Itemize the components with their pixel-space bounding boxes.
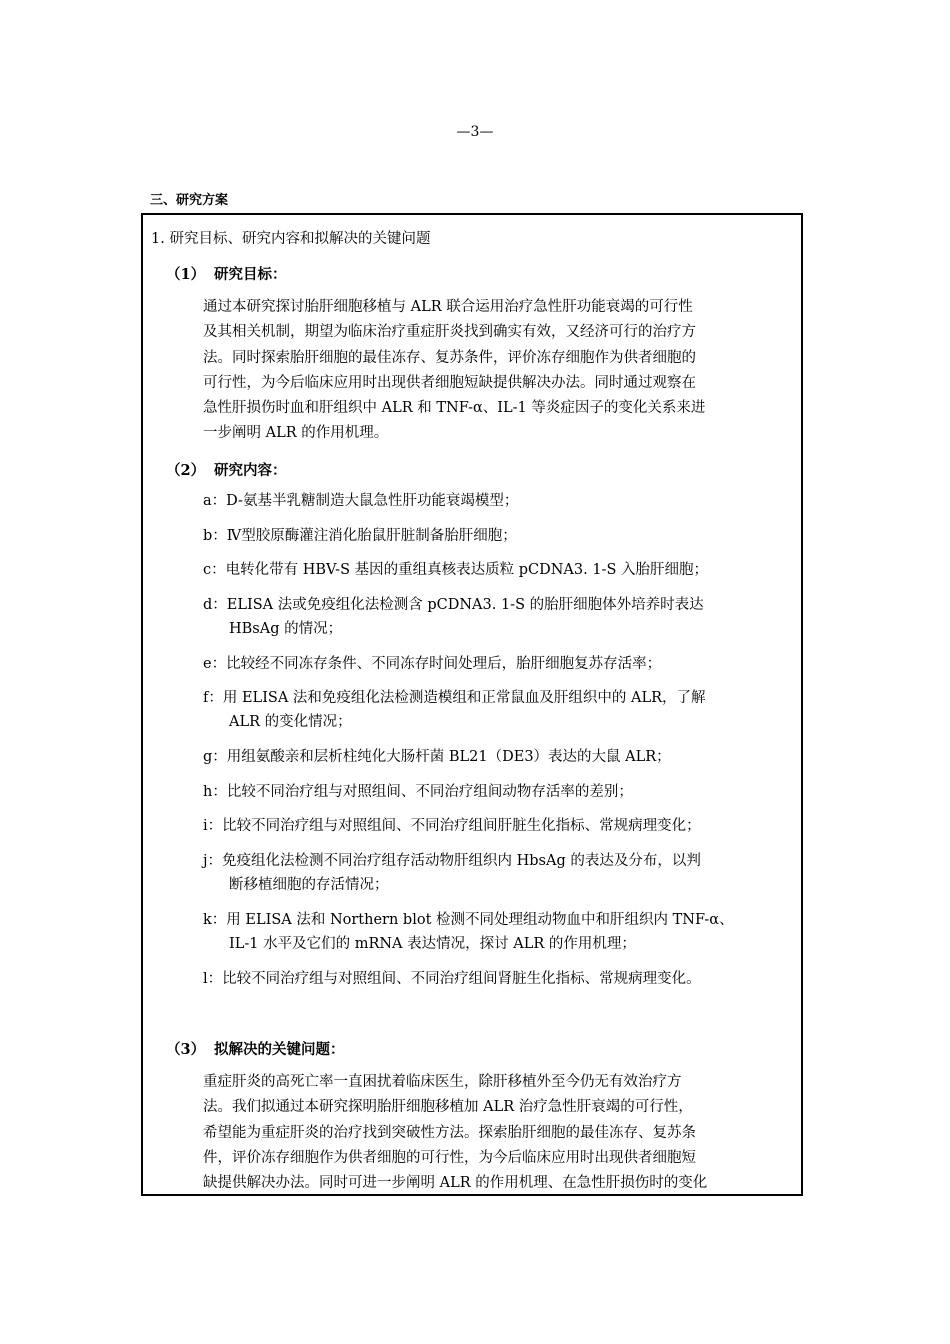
research-plan-box	[141, 213, 803, 1196]
paragraph-line: 希望能为重症肝炎的治疗找到突破性方法。探索胎肝细胞的最佳冻存、复苏条	[203, 1124, 696, 1141]
research-goal-heading	[166, 263, 287, 284]
item-line: a：D-氨基半乳糖制造大鼠急性肝功能衰竭模型；	[203, 493, 519, 509]
heading-label: 研究目标：	[214, 266, 287, 283]
section-heading: 三、研究方案	[150, 193, 229, 208]
paragraph-line: 通过本研究探讨胎肝细胞移植与 ALR 联合运用治疗急性肝功能衰竭的可行性	[203, 299, 693, 315]
content-item-e	[203, 652, 773, 676]
research-content-heading	[166, 459, 287, 480]
content-item-i	[203, 814, 773, 838]
item-line: d：ELISA 法或免疫组化法检测含 pCDNA3. 1-S 的胎肝细胞体外培养时表达	[203, 597, 704, 613]
content-item-k	[203, 908, 773, 956]
item-line: j：免疫组化法检测不同治疗组存活动物肝组织内 HbsAg 的表达及分布，以判	[203, 853, 701, 869]
content-item-a	[203, 489, 773, 513]
paragraph-line: 法。我们拟通过本研究探明胎肝细胞移植加 ALR 治疗急性肝衰竭的可行性，	[203, 1099, 693, 1116]
research-goal-paragraph	[203, 295, 771, 447]
content-item-c	[203, 558, 773, 582]
item-line: f：用 ELISA 法和免疫组化法检测造模组和正常鼠血及肝组织中的 ALR，了解	[203, 690, 706, 706]
content-item-d	[203, 593, 773, 641]
box-title: 1. 研究目标、研究内容和拟解决的关键问题	[151, 231, 431, 247]
key-problems-heading	[166, 1038, 345, 1059]
item-line: g：用组氨酸亲和层析柱纯化大肠杆菌 BL21（DE3）表达的大鼠 ALR；	[203, 749, 671, 765]
item-line: l：比较不同治疗组与对照组间、不同治疗组间肾脏生化指标、常规病理变化。	[203, 971, 701, 987]
item-line: k：用 ELISA 法和 Northern blot 检测不同处理组动物血中和肝组织内 TNF-α、	[203, 912, 734, 928]
item-line: b：Ⅳ型胶原酶灌注消化胎鼠肝脏制备胎肝细胞；	[203, 528, 517, 544]
heading-label: 研究内容：	[214, 462, 287, 479]
item-line: ALR 的变化情况；	[229, 714, 352, 730]
heading-label: 拟解决的关键问题：	[214, 1041, 345, 1058]
content-item-j	[203, 849, 773, 897]
item-line: c：电转化带有 HBV-S 基因的重组真核表达质粒 pCDNA3. 1-S 入胎肝细胞；	[203, 562, 708, 578]
paragraph-line: 可行性，为今后临床应用时出现供者细胞短缺提供解决办法。同时通过观察在	[203, 374, 696, 391]
heading-number: （1）	[166, 266, 206, 283]
key-problems-paragraph	[203, 1070, 771, 1196]
item-line: 断移植细胞的存活情况；	[229, 877, 389, 893]
paragraph-line: 重症肝炎的高死亡率一直困扰着临床医生，除肝移植外至今仍无有效治疗方	[203, 1074, 682, 1090]
paragraph-line: 缺提供解决办法。同时可进一步阐明 ALR 的作用机理、在急性肝损伤时的变化	[203, 1175, 708, 1192]
content-item-l	[203, 967, 773, 991]
item-line: e：比较经不同冻存条件、不同冻存时间处理后，胎肝细胞复苏存活率；	[203, 656, 662, 672]
content-item-h	[203, 780, 773, 804]
paragraph-line: 法。同时探索胎肝细胞的最佳冻存、复苏条件，评价冻存细胞作为供者细胞的	[203, 349, 696, 366]
content-item-b	[203, 524, 773, 548]
paragraph-line: 件，评价冻存细胞作为供者细胞的可行性，为今后临床应用时出现供者细胞短	[203, 1149, 696, 1166]
paragraph-line: 及其相关机制，期望为临床治疗重症肝炎找到确实有效，又经济可行的治疗方	[203, 324, 696, 341]
heading-number: （3）	[166, 1041, 206, 1058]
content-item-g	[203, 745, 773, 769]
item-line: h：比较不同治疗组与对照组间、不同治疗组间动物存活率的差别；	[203, 784, 633, 800]
heading-number: （2）	[166, 462, 206, 479]
content-item-f	[203, 686, 773, 734]
paragraph-line: 急性肝损伤时血和肝组织中 ALR 和 TNF-α、IL-1 等炎症因子的变化关系来进	[203, 400, 706, 417]
page-number: —3—	[456, 124, 494, 140]
item-line: HBsAg 的情况；	[229, 621, 343, 637]
item-line: IL-1 水平及它们的 mRNA 表达情况，探讨 ALR 的作用机理；	[229, 936, 636, 952]
paragraph-line: 一步阐明 ALR 的作用机理。	[203, 425, 389, 442]
item-line: i：比较不同治疗组与对照组间、不同治疗组间肝脏生化指标、常规病理变化；	[203, 818, 701, 834]
